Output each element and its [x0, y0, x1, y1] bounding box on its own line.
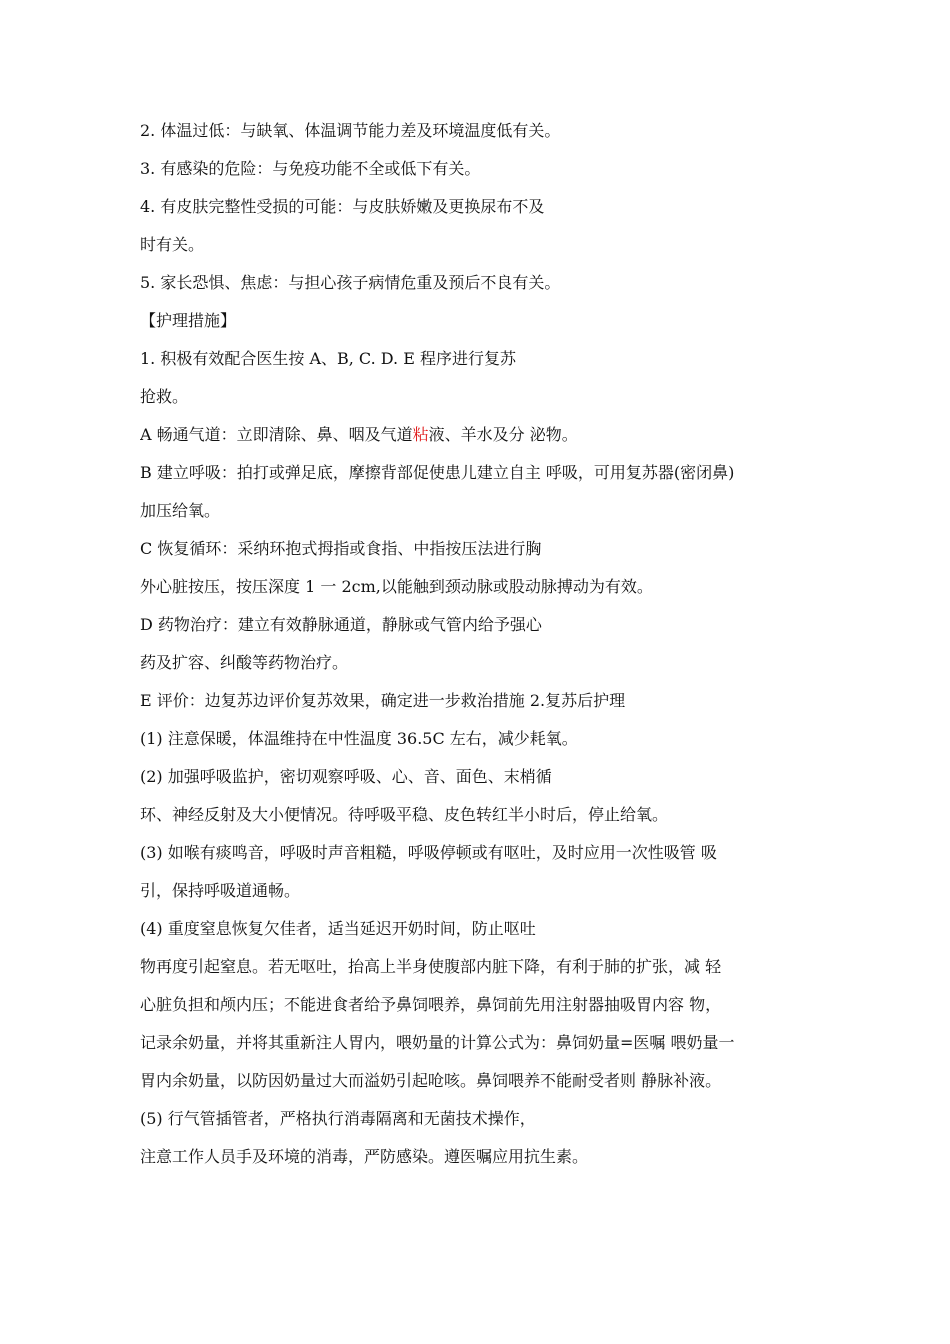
text-line: 记录余奶量，并将其重新注人胃内，喂奶量的计算公式为：鼻饲奶量=医嘱 喂奶量一 — [140, 1033, 735, 1052]
text-line: 环、神经反射及大小便情况。待呼吸平稳、皮色转红半小时后，停止给氧。 — [140, 805, 669, 824]
text-line: 物再度引起窒息。若无呕吐，抬高上半身使腹部内脏下降，有利于肺的扩张，减 轻 — [140, 957, 722, 976]
text-line: D 药物治疗：建立有效静脉通道，静脉或气管内给予强心 — [140, 615, 542, 634]
text-line: 心脏负担和颅内压；不能进食者给予鼻饲喂养，鼻饲前先用注射器抽吸胃内容 物， — [140, 995, 722, 1014]
text-line: 引，保持呼吸道通畅。 — [140, 881, 301, 900]
text-line — [140, 416, 820, 454]
text-line: 4. 有皮肤完整性受损的可能：与皮肤娇嫩及更换尿布不及 — [140, 197, 545, 216]
text-line: (4) 重度窒息恢复欠佳者，适当延迟开奶时间，防止呕吐 — [140, 919, 536, 938]
text-line: 2. 体温过低：与缺氧、体温调节能力差及环境温度低有关。 — [140, 121, 561, 140]
document-body — [140, 112, 820, 1176]
text-line: 外心脏按压，按压深度 1 一 2cm,以能触到颈动脉或股动脉搏动为有效。 — [140, 577, 653, 596]
text-line: (3) 如喉有痰鸣音，呼吸时声音粗糙，呼吸停顿或有呕吐，及时应用一次性吸管 吸 — [140, 843, 717, 862]
highlighted-character: 粘 — [412, 425, 429, 444]
text-segment: A 畅通气道：立即清除、鼻、咽及气道 — [140, 425, 413, 444]
text-line: E 评价：边复苏边评价复苏效果，确定进一步救治措施 2.复苏后护理 — [140, 691, 626, 710]
text-line: 3. 有感染的危险：与免疫功能不全或低下有关。 — [140, 159, 481, 178]
text-line: 胃内余奶量，以防因奶量过大而溢奶引起呛咳。鼻饲喂养不能耐受者则 静脉补液。 — [140, 1071, 722, 1090]
section-heading: 【护理措施】 — [140, 311, 237, 330]
text-line: 时有关。 — [140, 235, 205, 254]
text-line: B 建立呼吸：拍打或弹足底，摩擦背部促使患儿建立自主 呼吸，可用复苏器(密闭鼻) — [140, 463, 735, 482]
text-line: 注意工作人员手及环境的消毒，严防感染。遵医嘱应用抗生素。 — [140, 1147, 589, 1166]
text-line: 抢救。 — [140, 387, 189, 406]
text-line: 5. 家长恐惧、焦虑：与担心孩子病情危重及预后不良有关。 — [140, 273, 561, 292]
text-line: (5) 行气管插管者，严格执行消毒隔离和无菌技术操作， — [140, 1109, 536, 1128]
text-line: 药及扩容、纠酸等药物治疗。 — [140, 653, 349, 672]
text-segment: 液、羊水及分 泌物。 — [428, 425, 578, 444]
text-line: 加压给氧。 — [140, 501, 221, 520]
text-line: C 恢复循环：采纳环抱式拇指或食指、中指按压法进行胸 — [140, 539, 542, 558]
text-line: (1) 注意保暖，体温维持在中性温度 36.5C 左右，减少耗氧。 — [140, 729, 578, 748]
text-line: 1. 积极有效配合医生按 A、B, C. D. E 程序进行复苏 — [140, 349, 516, 368]
text-line: (2) 加强呼吸监护，密切观察呼吸、心、音、面色、末梢循 — [140, 767, 552, 786]
